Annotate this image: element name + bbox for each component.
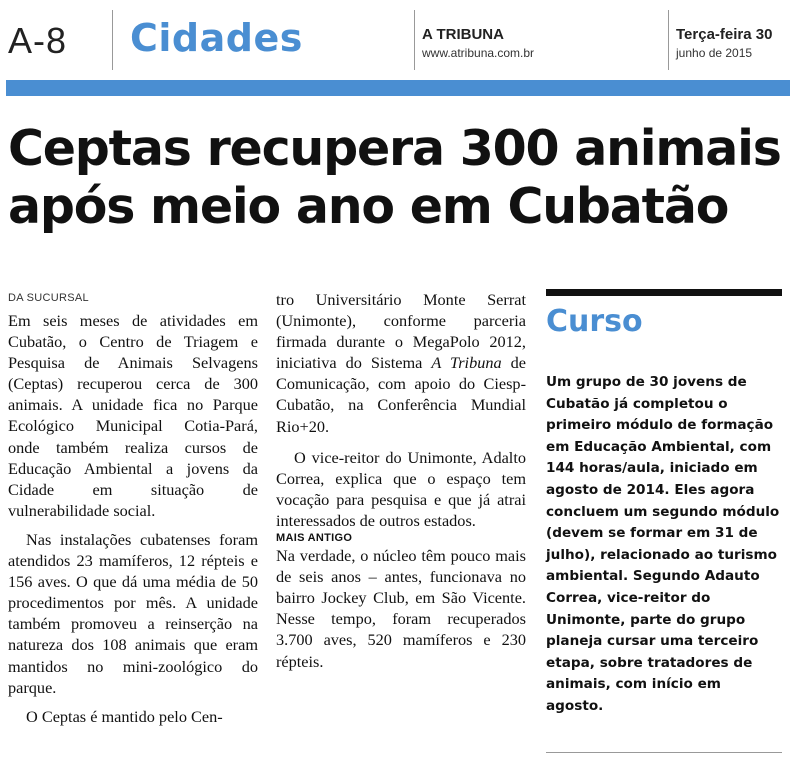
section-title: Cidades <box>130 16 303 60</box>
paragraph <box>276 289 526 437</box>
sidebar-top-rule <box>546 289 782 296</box>
publication-name: A TRIBUNA <box>422 26 504 43</box>
article-column-1 <box>8 310 258 727</box>
header-divider <box>112 10 113 70</box>
header-divider <box>668 10 669 70</box>
paragraph-text: de Comunicação, com apoio do Ciesp-Cubatão, na Conferência Mundial Rio+20. <box>276 353 527 436</box>
sidebar-title: Curso <box>546 304 643 339</box>
newspaper-name: A Tribuna <box>431 353 502 373</box>
subheading: MAIS ANTIGO <box>276 532 353 545</box>
headline-line-1: Ceptas recupera 300 animais <box>8 120 781 177</box>
header-divider <box>414 10 415 70</box>
headline-line-2: após meio ano em Cubatão <box>8 178 729 235</box>
paragraph: O vice-reitor do Unimonte, Adalto Correa, explica que o espaço tem vocação para pesquisa e que já atrai interessados de outros estados. <box>276 447 526 530</box>
headline <box>8 120 792 236</box>
publication-url: www.atribuna.com.br <box>422 46 535 60</box>
paragraph: Na verdade, o núcleo têm pouco mais de seis anos – antes, funcionava no bairro Jockey Club, em São Vicente. Nesse tempo, foram recuperados 3.700 aves, 520 mamíferos e 230 répteis. <box>276 546 526 671</box>
issue-weekday: Terça-feira 30 <box>676 26 773 43</box>
article-column-2 <box>276 289 526 672</box>
sidebar-bottom-rule <box>546 752 782 753</box>
sidebar-text: Um grupo de 30 jovens de Cubatão já completou o primeiro módulo de formação em Educação Ambiental, com 144 horas/aula, iniciado em agosto de 2014. Eles agora concluem um segundo módulo (devem se formar em 31 de julho), relacionado ao turismo ambiental. Segundo Adauto Correa, vice-reitor do Unimonte, parte do grupo planeja cursar uma terceiro etapa, sobre tratadores de animais, com início em agosto. <box>546 374 780 714</box>
byline: DA SUCURSAL <box>8 292 89 304</box>
paragraph: Nas instalações cubatenses foram atendidos 23 mamíferos, 12 répteis e 156 aves. O que dá uma média de 50 procedimentos por mês. A unidade também promoveu a reinserção na natureza dos 108 animais que eram mantidos no mini-zoológico do parque. <box>8 529 258 697</box>
paragraph-text: tro Universitário Monte Serrat (Unimonte), conforme parceria firmada durante o MegaPolo 2012, iniciativa do Sistema <box>276 290 526 373</box>
section-color-bar <box>6 80 790 96</box>
page-number: A-8 <box>8 20 68 61</box>
issue-month-year: junho de 2015 <box>676 46 753 60</box>
paragraph: O Ceptas é mantido pelo Cen- <box>26 706 223 726</box>
paragraph: Em seis meses de atividades em Cubatão, o Centro de Triagem e Pesquisa de Animais Selvagens (Ceptas) recuperou cerca de 300 animais. A unidade fica no Parque Ecológico Municipal Cotia-Pará, onde também realiza cursos de Educação Ambiental a jovens da Cidade em situação de vulnerabilidade social. <box>8 311 258 520</box>
